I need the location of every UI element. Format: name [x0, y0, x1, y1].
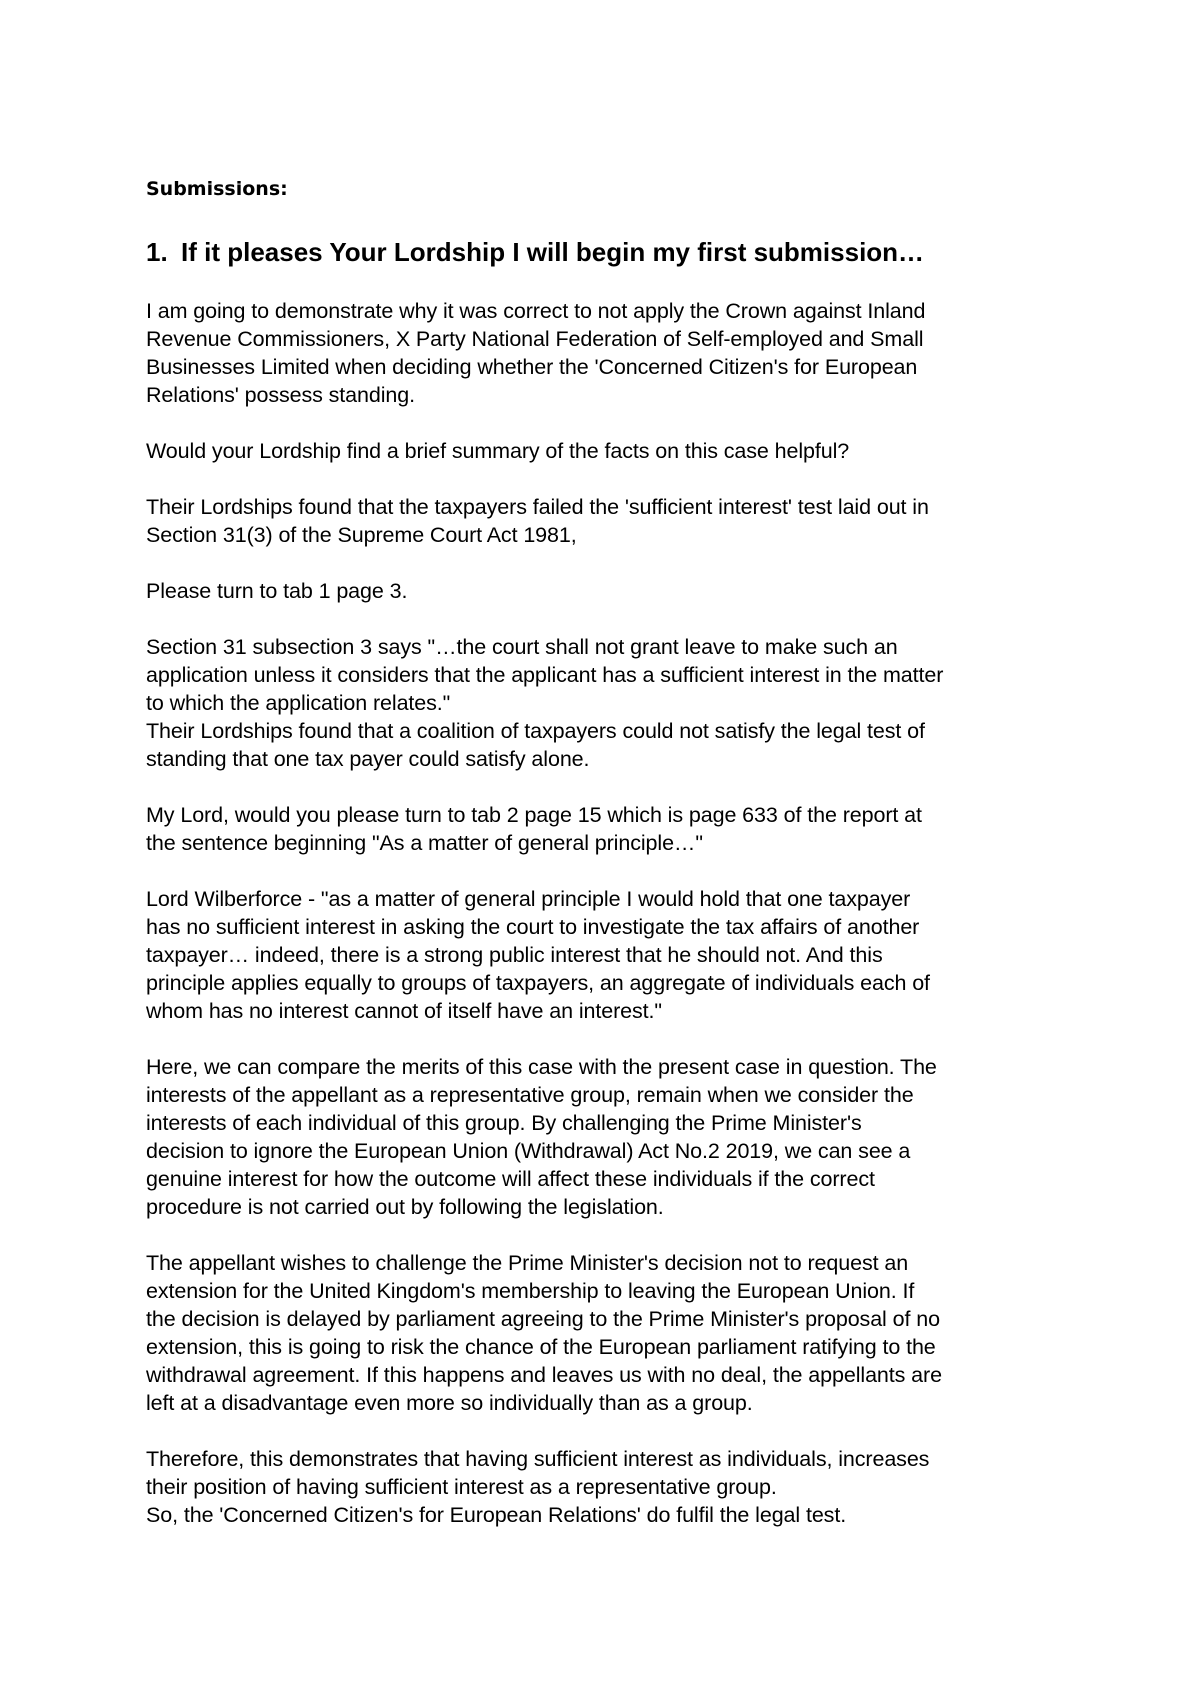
paragraph-line: The appellant wishes to challenge the Prime Minister's decision not to request an — [146, 1251, 909, 1275]
paragraph-line: Relations' possess standing. — [146, 383, 416, 407]
paragraph — [146, 1501, 1086, 1529]
paragraph-line: extension, this is going to risk the chance of the European parliament ratifying to the — [146, 1335, 936, 1359]
section-label: Submissions: — [146, 178, 288, 200]
document-body — [146, 297, 1086, 1529]
submission-heading — [146, 236, 924, 268]
paragraph — [146, 1053, 1086, 1221]
paragraph-line: Section 31 subsection 3 says "…the court shall not grant leave to make such an — [146, 635, 898, 659]
paragraph — [146, 1445, 1086, 1501]
paragraph — [146, 493, 1086, 549]
paragraph-line: procedure is not carried out by following the legislation. — [146, 1195, 664, 1219]
paragraph — [146, 633, 1086, 717]
paragraph-line: has no sufficient interest in asking the court to investigate the tax affairs of another — [146, 915, 920, 939]
paragraph-line: the decision is delayed by parliament agreeing to the Prime Minister's proposal of no — [146, 1307, 940, 1331]
paragraph-line: standing that one tax payer could satisfy alone. — [146, 747, 590, 771]
paragraph — [146, 1249, 1086, 1417]
paragraph-line: Their Lordships found that the taxpayers failed the 'sufficient interest' test laid out in — [146, 495, 929, 519]
paragraph-line: to which the application relates." — [146, 691, 451, 715]
paragraph-line: So, the 'Concerned Citizen's for European Relations' do fulfil the legal test. — [146, 1503, 847, 1527]
paragraph-line: Section 31(3) of the Supreme Court Act 1981, — [146, 523, 577, 547]
paragraph-line: Therefore, this demonstrates that having sufficient interest as individuals, increases — [146, 1447, 930, 1471]
paragraph-line: extension for the United Kingdom's membership to leaving the European Union. If — [146, 1279, 915, 1303]
paragraph — [146, 297, 1086, 409]
paragraph-line: I am going to demonstrate why it was correct to not apply the Crown against Inland — [146, 299, 926, 323]
paragraph — [146, 577, 1086, 605]
paragraph-line: genuine interest for how the outcome will affect these individuals if the correct — [146, 1167, 875, 1191]
paragraph-line: Their Lordships found that a coalition of taxpayers could not satisfy the legal test of — [146, 719, 925, 743]
paragraph-line: Here, we can compare the merits of this case with the present case in question. The — [146, 1055, 937, 1079]
paragraph-line: their position of having sufficient interest as a representative group. — [146, 1475, 777, 1499]
paragraph — [146, 801, 1086, 857]
paragraph-line: Please turn to tab 1 page 3. — [146, 579, 408, 603]
paragraph-line: taxpayer… indeed, there is a strong public interest that he should not. And this — [146, 943, 883, 967]
paragraph — [146, 437, 1086, 465]
paragraph — [146, 717, 1086, 773]
paragraph-line: principle applies equally to groups of taxpayers, an aggregate of individuals each of — [146, 971, 930, 995]
heading-number: 1. — [146, 237, 168, 267]
paragraph-line: left at a disadvantage even more so individually than as a group. — [146, 1391, 753, 1415]
paragraph-line: Lord Wilberforce - "as a matter of general principle I would hold that one taxpayer — [146, 887, 911, 911]
paragraph-line: Businesses Limited when deciding whether the 'Concerned Citizen's for European — [146, 355, 918, 379]
paragraph-line: decision to ignore the European Union (Withdrawal) Act No.2 2019, we can see a — [146, 1139, 911, 1163]
paragraph-line: Revenue Commissioners, X Party National Federation of Self-employed and Small — [146, 327, 924, 351]
paragraph — [146, 885, 1086, 1025]
paragraph-line: interests of the appellant as a representative group, remain when we consider the — [146, 1083, 914, 1107]
paragraph-line: Would your Lordship find a brief summary of the facts on this case helpful? — [146, 439, 850, 463]
paragraph-line: interests of each individual of this group. By challenging the Prime Minister's — [146, 1111, 862, 1135]
paragraph-line: whom has no interest cannot of itself have an interest." — [146, 999, 662, 1023]
paragraph-line: My Lord, would you please turn to tab 2 page 15 which is page 633 of the report at — [146, 803, 922, 827]
paragraph-line: the sentence beginning "As a matter of general principle…" — [146, 831, 703, 855]
heading-text: If it pleases Your Lordship I will begin my first submission… — [181, 237, 925, 267]
paragraph-line: application unless it considers that the applicant has a sufficient interest in the matter — [146, 663, 944, 687]
paragraph-line: withdrawal agreement. If this happens and leaves us with no deal, the appellants are — [146, 1363, 942, 1387]
